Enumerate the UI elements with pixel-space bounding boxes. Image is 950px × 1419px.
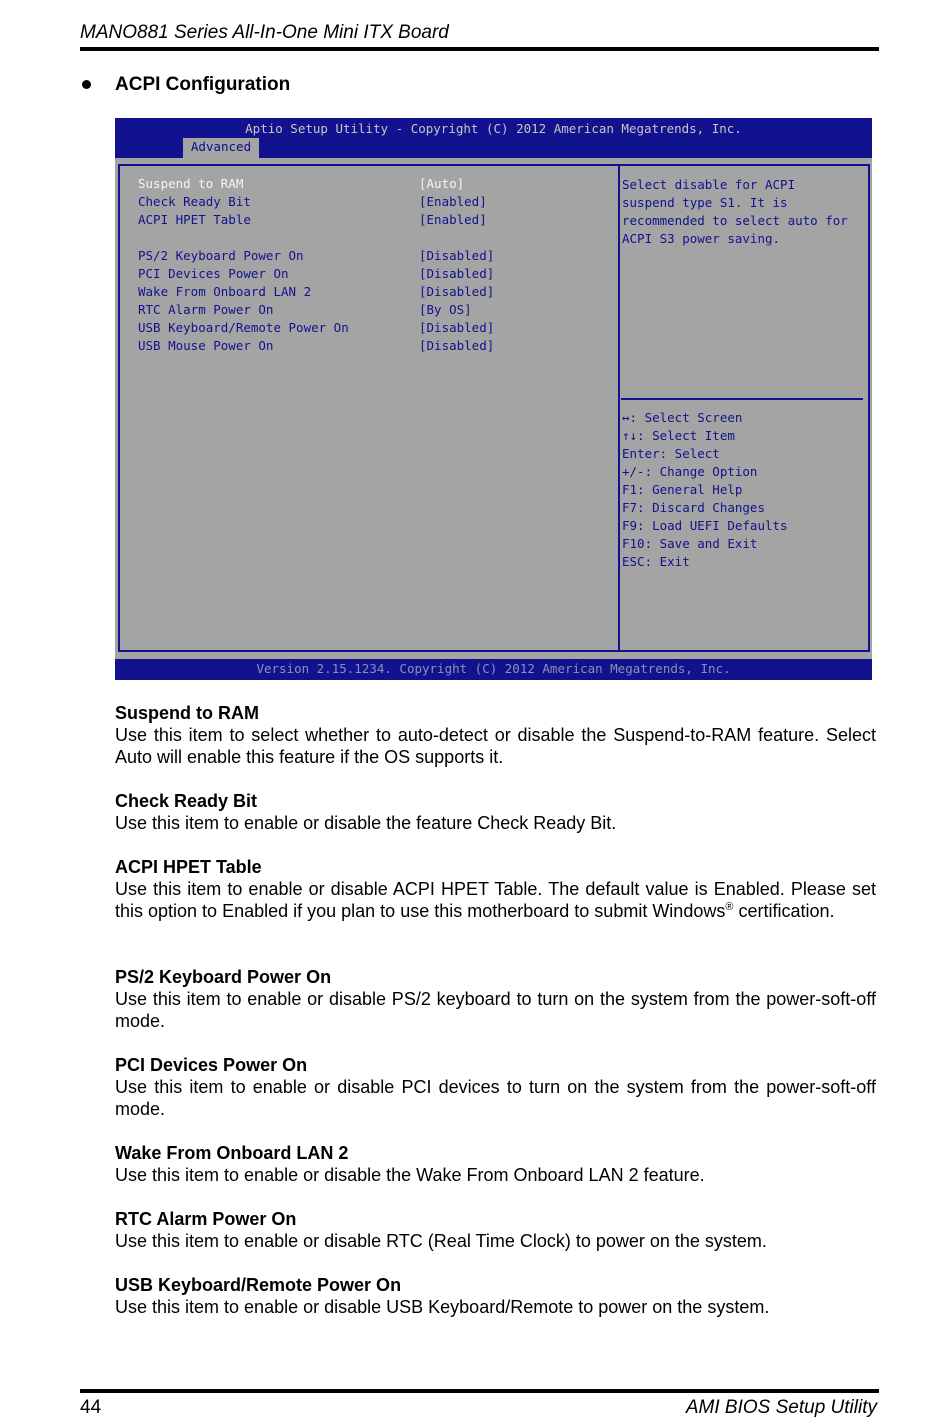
desc-text-acpi-hpet-after: certification.: [733, 901, 835, 921]
setting-label-rtc-alarm-power-on[interactable]: RTC Alarm Power On: [138, 302, 274, 317]
desc-title-usb-keyboard-remote-power-on: USB Keyboard/Remote Power On: [115, 1275, 402, 1295]
bios-footer: Version 2.15.1234. Copyright (C) 2012 American Megatrends, Inc.: [256, 661, 731, 676]
bios-screenshot: [115, 118, 872, 680]
setting-value-wake-from-onboard-lan-2[interactable]: [Disabled]: [419, 284, 495, 299]
setting-label-usb-keyboard-remote-power-on[interactable]: USB Keyboard/Remote Power On: [138, 320, 349, 335]
registered-mark: ®: [725, 901, 734, 913]
setting-label-ps2-keyboard-power-on[interactable]: PS/2 Keyboard Power On: [138, 248, 304, 263]
desc-title-wake-from-onboard-lan-2: Wake From Onboard LAN 2: [115, 1143, 349, 1163]
key-hint-discard-changes: F7: Discard Changes: [622, 500, 765, 515]
key-hint-load-defaults: F9: Load UEFI Defaults: [622, 518, 788, 533]
settings-pane: [118, 164, 620, 652]
key-hint-enter: Enter: Select: [622, 446, 720, 461]
setting-value-ps2-keyboard-power-on[interactable]: [Disabled]: [419, 248, 495, 263]
desc-text-wake-from-onboard-lan-2: Use this item to enable or disable the Wake From Onboard LAN 2 feature.: [115, 1165, 705, 1185]
setting-label-pci-devices-power-on[interactable]: PCI Devices Power On: [138, 266, 289, 281]
header-rule: [80, 47, 879, 51]
setting-value-rtc-alarm-power-on[interactable]: [By OS]: [419, 302, 472, 317]
header-title: MANO881 Series All-In-One Mini ITX Board: [80, 22, 449, 43]
setting-value-acpi-hpet-table[interactable]: [Enabled]: [419, 212, 487, 227]
desc-text-rtc-alarm-power-on: Use this item to enable or disable RTC (Real Time Clock) to power on the system.: [115, 1231, 767, 1251]
key-hint-select-item: ↑↓: Select Item: [622, 428, 735, 443]
key-hint-select-screen: ↔: Select Screen: [622, 410, 743, 425]
setting-value-usb-keyboard-remote-power-on[interactable]: [Disabled]: [419, 320, 495, 335]
setting-value-check-ready-bit[interactable]: [Enabled]: [419, 194, 487, 209]
setting-value-suspend-to-ram[interactable]: [Auto]: [419, 176, 465, 191]
key-hint-save-exit: F10: Save and Exit: [622, 536, 758, 551]
desc-title-ps2-keyboard-power-on: PS/2 Keyboard Power On: [115, 967, 332, 987]
page-number: 44: [80, 1397, 102, 1418]
desc-text-acpi-hpet-main: Use this item to enable or disable ACPI HPET Table. The default value is Enabled. Please set this option to Enabled if you plan to use this motherboard to submit Windows: [115, 879, 876, 921]
desc-title-pci-devices-power-on: PCI Devices Power On: [115, 1055, 308, 1075]
tab-advanced[interactable]: Advanced: [183, 138, 259, 158]
desc-title-check-ready-bit: Check Ready Bit: [115, 791, 258, 811]
desc-text-suspend-to-ram: Use this item to select whether to auto-detect or disable the Suspend-to-RAM feature. Select Auto will enable this feature if the OS supports it.: [115, 725, 876, 767]
setting-label-wake-from-onboard-lan-2[interactable]: Wake From Onboard LAN 2: [138, 284, 312, 299]
desc-text-usb-keyboard-remote-power-on: Use this item to enable or disable USB Keyboard/Remote to power on the system.: [115, 1297, 770, 1317]
footer-title: AMI BIOS Setup Utility: [685, 1397, 877, 1418]
setting-label-usb-mouse-power-on[interactable]: USB Mouse Power On: [138, 338, 274, 353]
desc-text-check-ready-bit: Use this item to enable or disable the feature Check Ready Bit.: [115, 813, 617, 833]
setting-label-check-ready-bit[interactable]: Check Ready Bit: [138, 194, 251, 209]
key-hint-general-help: F1: General Help: [622, 482, 743, 497]
bios-title: Aptio Setup Utility - Copyright (C) 2012 American Megatrends, Inc.: [245, 121, 742, 136]
desc-text-acpi-hpet-table: [115, 878, 876, 922]
help-divider: [621, 398, 863, 400]
desc-text-ps2-keyboard-power-on: Use this item to enable or disable PS/2 keyboard to turn on the system from the power-soft-off mode.: [115, 989, 876, 1031]
help-description: Select disable for ACPI suspend type S1. It is recommended to select auto for ACPI S3 power saving.: [622, 177, 848, 246]
bullet-icon: [82, 80, 91, 89]
key-hint-esc-exit: ESC: Exit: [622, 554, 690, 569]
key-hint-change-option: +/-: Change Option: [622, 464, 758, 479]
setting-label-suspend-to-ram[interactable]: Suspend to RAM: [138, 176, 244, 191]
desc-title-rtc-alarm-power-on: RTC Alarm Power On: [115, 1209, 297, 1229]
setting-value-usb-mouse-power-on[interactable]: [Disabled]: [419, 338, 495, 353]
setting-label-acpi-hpet-table[interactable]: ACPI HPET Table: [138, 212, 251, 227]
footer-rule: [80, 1389, 879, 1393]
desc-text-pci-devices-power-on: Use this item to enable or disable PCI devices to turn on the system from the power-soft-off mode.: [115, 1077, 876, 1119]
setting-value-pci-devices-power-on[interactable]: [Disabled]: [419, 266, 495, 281]
desc-title-suspend-to-ram: Suspend to RAM: [115, 703, 259, 723]
desc-title-acpi-hpet-table: ACPI HPET Table: [115, 857, 262, 877]
section-title: ACPI Configuration: [115, 74, 291, 95]
